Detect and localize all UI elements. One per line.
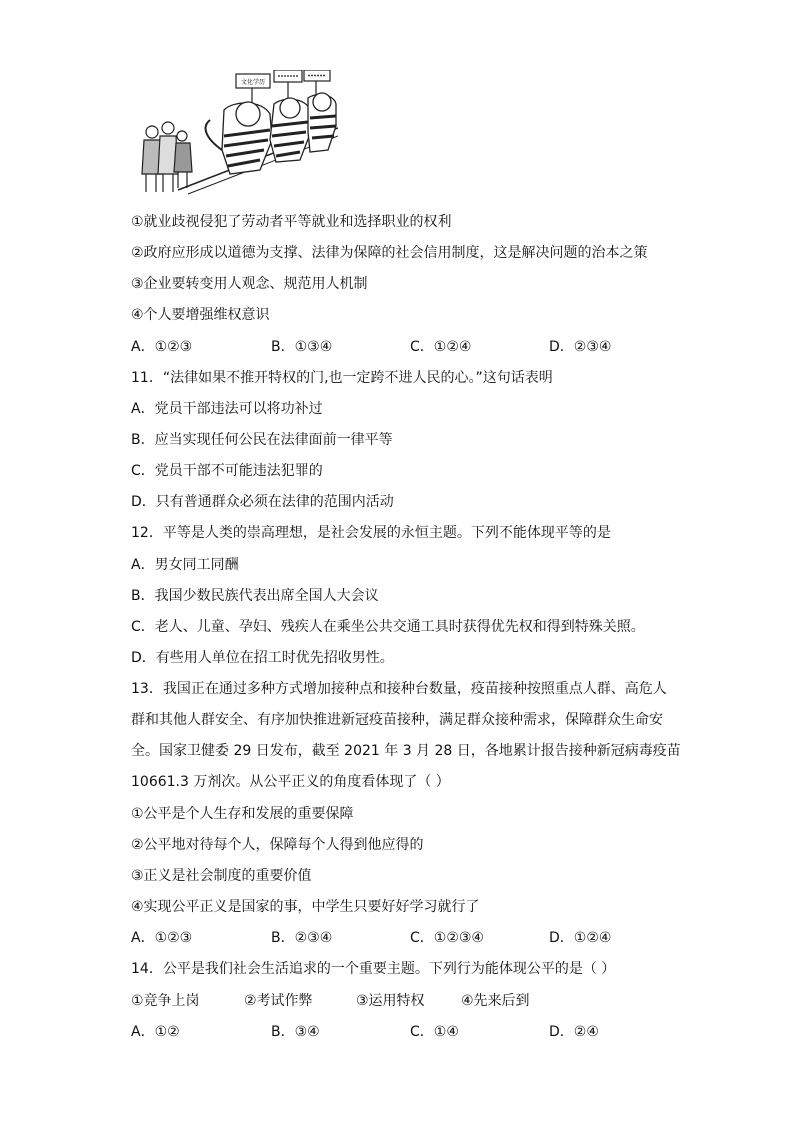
q10-options: [131, 338, 691, 356]
q13-option-d[interactable]: D．①②④: [549, 930, 612, 946]
q13-stem-line-1: 13．我国正在通过多种方式增加接种点和接种台数量，疫苗接种按照重点人群、高危人: [131, 681, 667, 697]
q10-statement-2: ②政府应形成以道德为支撑、法律为保障的社会信用制度，这是解决问题的治本之策: [131, 245, 648, 261]
sign-1-text: 文化学历: [240, 79, 266, 86]
q13-options: [131, 929, 691, 947]
q13-statement-3: ③正义是社会制度的重要价值: [131, 868, 312, 884]
q14-item-4: ④先来后到: [461, 993, 530, 1009]
q13-stem-line-4: 10661.3 万剂次。从公平正义的角度看体现了（ ）: [131, 774, 450, 790]
q10-option-a[interactable]: A．①②③: [131, 339, 193, 355]
job-seekers-figures: [142, 122, 192, 192]
q10-option-b[interactable]: B．①③④: [271, 339, 333, 355]
q10-statement-4: ④个人要增强维权意识: [131, 307, 270, 323]
q13-stem-line-2: 群和其他人群安全、有序加快推进新冠疫苗接种，满足群众接种需求，保障群众生命安: [131, 712, 663, 728]
q14-items: [131, 992, 691, 1010]
q10-statement-1: ①就业歧视侵犯了劳动者平等就业和选择职业的权利: [131, 214, 452, 230]
q13-option-a[interactable]: A．①②③: [131, 930, 193, 946]
q14-option-d[interactable]: D．②④: [549, 1024, 599, 1040]
q11-option-a[interactable]: A．党员干部违法可以将功补过: [131, 401, 323, 417]
q13-statement-1: ①公平是个人生存和发展的重要保障: [131, 806, 354, 822]
q14-option-a[interactable]: A．①②: [131, 1024, 180, 1040]
q14-option-c[interactable]: C．①④: [410, 1024, 459, 1040]
q12-option-c[interactable]: C．老人、儿童、孕妇、残疾人在乘坐公共交通工具时获得优先权和得到特殊关照。: [131, 619, 645, 635]
q12-option-a[interactable]: A．男女同工同酬: [131, 557, 239, 573]
q13-statement-4: ④实现公平正义是国家的事，中学生只要好好学习就行了: [131, 899, 480, 915]
q13-option-c[interactable]: C．①②③④: [410, 930, 484, 946]
q11-stem: 11．“法律如果不推开特权的门,也一定跨不进人民的心。”这句话表明: [131, 370, 553, 386]
tiger-cartoon-illustration: [138, 70, 338, 198]
q10-statement-3: ③企业要转变用人观念、规范用人机制: [131, 276, 368, 292]
q13-statement-2: ②公平地对待每个人，保障每个人得到他应得的: [131, 837, 424, 853]
q11-option-c[interactable]: C．党员干部不可能违法犯罪的: [131, 463, 323, 479]
q12-option-b[interactable]: B．我国少数民族代表出席全国人大会议: [131, 588, 379, 604]
q14-options: [131, 1023, 691, 1041]
q10-option-d[interactable]: D．②③④: [549, 339, 612, 355]
q14-item-1: ①竞争上岗: [131, 993, 200, 1009]
q13-stem-line-3: 全。国家卫健委 29 日发布，截至 2021 年 3 月 28 日，各地累计报告接种新冠病毒疫苗: [131, 743, 681, 759]
q11-option-d[interactable]: D．只有普通群众必须在法律的范围内活动: [131, 494, 394, 510]
q13-option-b[interactable]: B．②③④: [271, 930, 333, 946]
q14-stem: 14．公平是我们社会生活追求的一个重要主题。下列行为能体现公平的是（ ）: [131, 961, 616, 977]
q14-item-2: ②考试作弊: [244, 993, 313, 1009]
q12-stem: 12．平等是人类的崇高理想，是社会发展的永恒主题。下列不能体现平等的是: [131, 525, 611, 541]
q14-item-3: ③运用特权: [356, 993, 425, 1009]
q14-option-b[interactable]: B．③④: [271, 1024, 320, 1040]
q11-option-b[interactable]: B．应当实现任何公民在法律面前一律平等: [131, 432, 393, 448]
q10-option-c[interactable]: C．①②④: [410, 339, 472, 355]
q12-option-d[interactable]: D．有些用人单位在招工时优先招收男性。: [131, 650, 394, 666]
